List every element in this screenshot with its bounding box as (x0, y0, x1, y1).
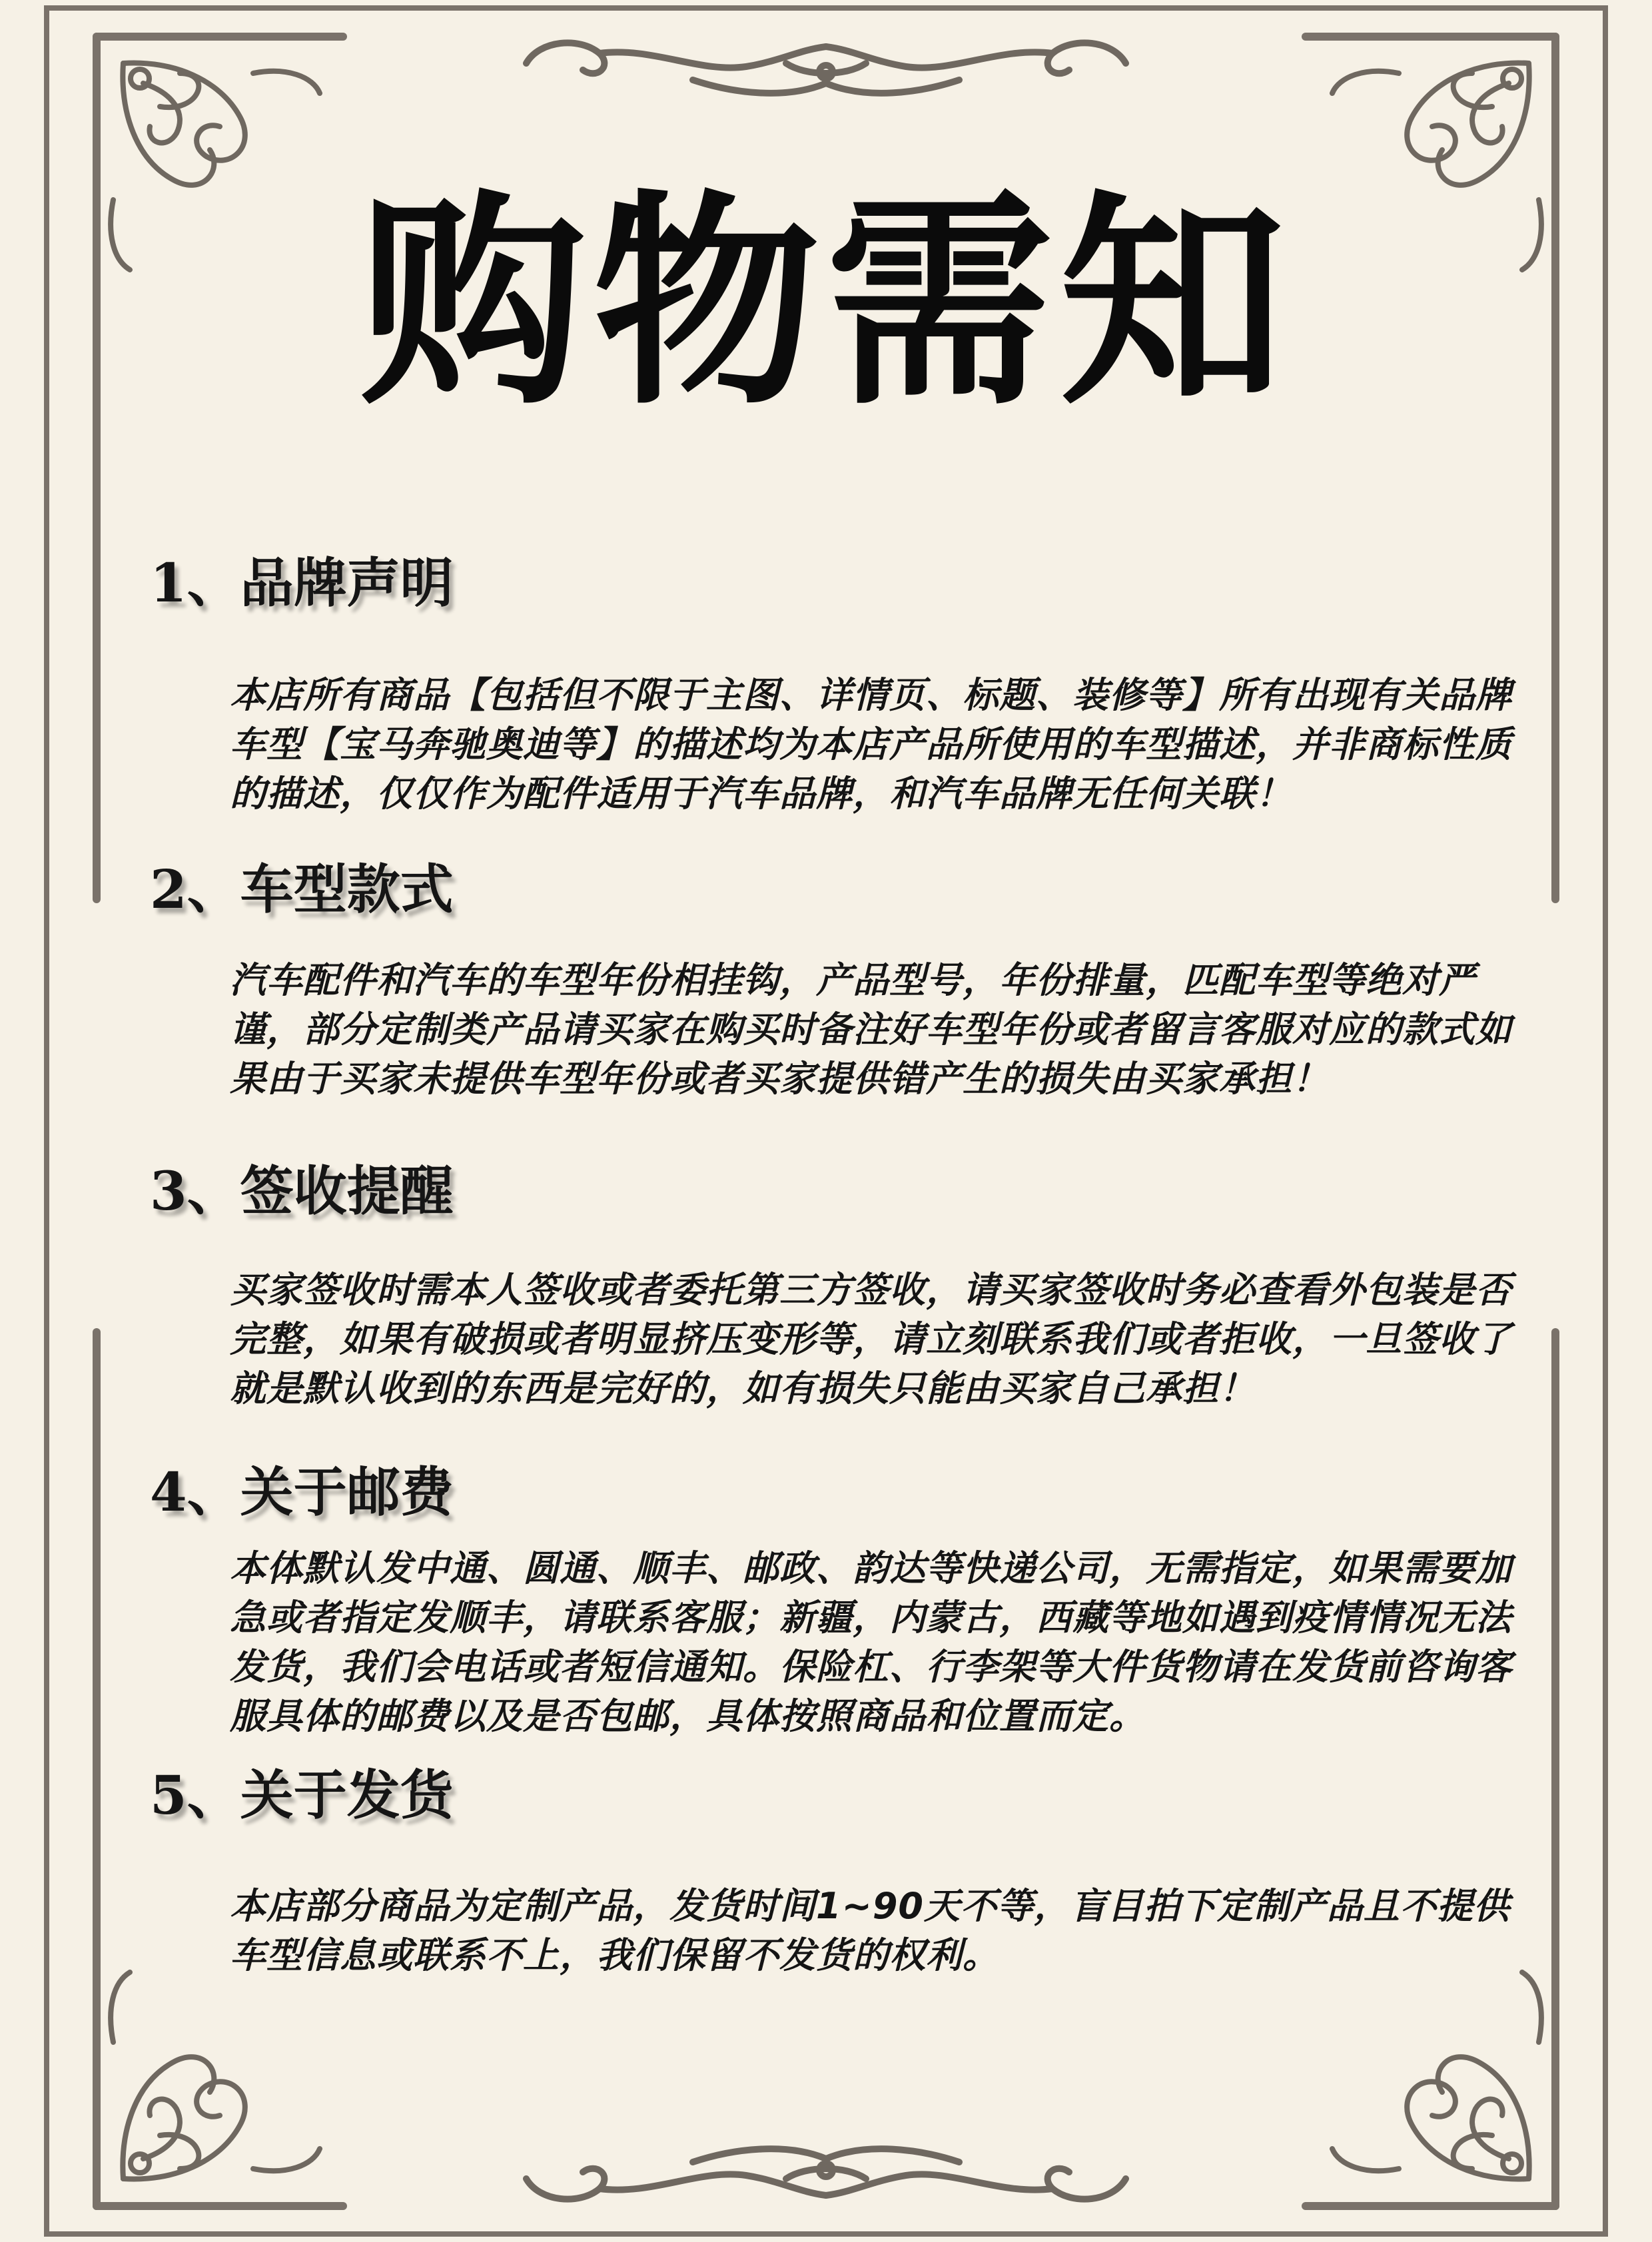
section-title: 关于邮费 (240, 1461, 454, 1523)
section-body: 买家签收时需本人签收或者委托第三方签收，请买家签收时务必查看外包装是否完整，如果有破损或者明显挤压变形等，请立刻联系我们或者拒收，一旦签收了就是默认收到的东西是完好的，如有损失只能由买家自己承担！ (230, 1269, 1512, 1409)
section-heading (150, 856, 454, 923)
section-number: 5、 (150, 1764, 240, 1826)
section-title: 签收提醒 (240, 1160, 454, 1222)
corner-ornament-icon (111, 1972, 320, 2179)
section-title: 品牌声明 (240, 552, 454, 614)
section-number: 1、 (150, 552, 240, 614)
section-body: 本店部分商品为定制产品，发货时间1~90天不等，盲目拍下定制产品且不提供车型信息或联系不上，我们保留不发货的权利。 (230, 1885, 1510, 1976)
scroll-flourish-icon (526, 2149, 1126, 2199)
section-number: 3、 (150, 1160, 240, 1222)
section-body: 汽车配件和汽车的车型年份相挂钩，产品型号，年份排量，匹配车型等绝对严谨，部分定制类产品请买家在购买时备注好车型年份或者留言客服对应的款式如果由于买家未提供车型年份或者买家提供错产生的损失由买家承担！ (230, 959, 1512, 1100)
section-heading (150, 1762, 454, 1828)
section-body: 本体默认发中通、圆通、顺丰、邮政、韵达等快递公司，无需指定，如果需要加急或者指定发顺丰，请联系客服；新疆，内蒙古，西藏等地如遇到疫情情况无法发货，我们会电话或者短信通知。保险杠、行李架等大件货物请在发货前咨询客服具体的邮费以及是否包邮，具体按照商品和位置而定。 (230, 1547, 1512, 1737)
section-number: 4、 (150, 1461, 240, 1523)
section-number: 2、 (150, 858, 240, 921)
corner-ornament-icon (1332, 1972, 1541, 2179)
section-heading (150, 1459, 454, 1525)
scroll-flourish-icon (526, 43, 1126, 93)
section-heading (150, 1158, 454, 1224)
section-heading (150, 550, 454, 616)
section-title: 关于发货 (240, 1764, 454, 1826)
section-body: 本店所有商品【包括但不限于主图、详情页、标题、装修等】所有出现有关品牌车型【宝马奔驰奥迪等】的描述均为本店产品所使用的车型描述，并非商标性质的描述，仅仅作为配件适用于汽车品牌，和汽车品牌无任何关联！ (230, 674, 1512, 815)
section-title: 车型款式 (240, 858, 454, 921)
page-title: 购物需知 (360, 170, 1292, 436)
